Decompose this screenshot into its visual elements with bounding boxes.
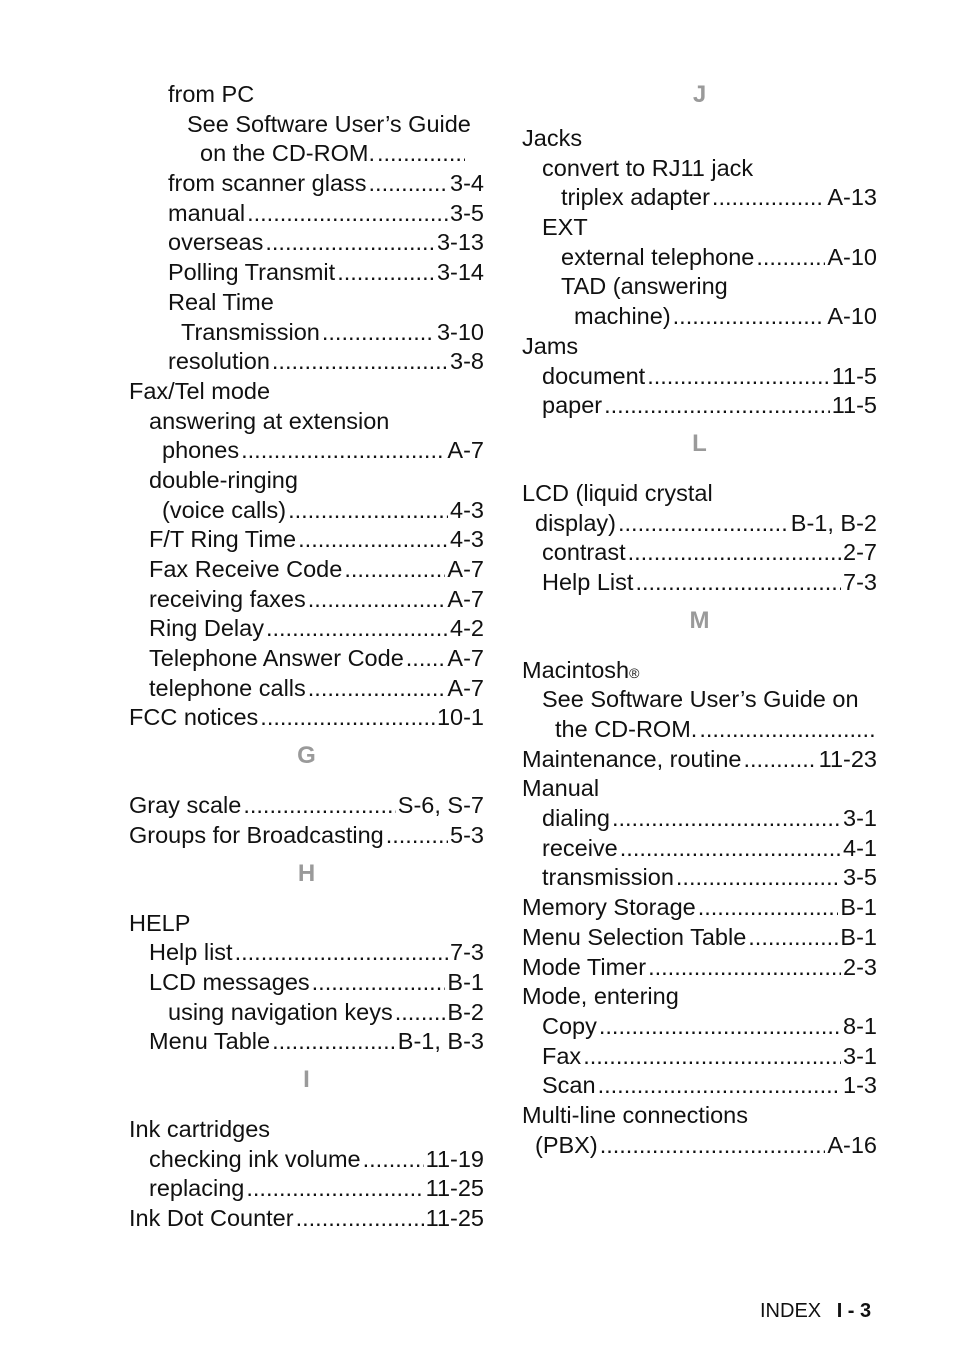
entry-page-ref: 4-3	[450, 526, 484, 553]
index-entry	[522, 243, 877, 273]
index-entry	[129, 228, 484, 258]
leader-dots	[386, 821, 448, 851]
entry-page-ref: 3-1	[843, 805, 877, 832]
leader-dots	[322, 318, 435, 348]
entry-page-ref: A-7	[447, 585, 484, 612]
entry-label: double-ringing	[149, 466, 298, 493]
index-entry	[522, 1071, 877, 1101]
index-entry	[522, 183, 877, 213]
entry-page-ref: A-7	[447, 437, 484, 464]
leader-dots	[612, 804, 841, 834]
entry-label: (PBX)	[535, 1131, 598, 1158]
entry-label: Transmission	[181, 318, 320, 345]
entry-page-ref: 8-1	[843, 1012, 877, 1039]
entry-label: LCD (liquid crystal	[522, 479, 713, 506]
leader-dots	[243, 791, 395, 821]
entry-label: Gray scale	[129, 792, 242, 819]
entry-page-ref: 11-19	[425, 1145, 484, 1172]
index-entry	[129, 703, 484, 733]
index-entry	[129, 288, 484, 318]
section-letter: M	[689, 606, 710, 634]
index-entry	[129, 496, 484, 526]
index-entry	[522, 124, 877, 154]
leader-dots	[260, 703, 435, 733]
leader-dots	[363, 1145, 424, 1175]
entry-label: LCD messages	[149, 968, 310, 995]
entry-label: Menu Table	[149, 1028, 271, 1055]
entry-page-ref: 7-3	[843, 568, 877, 595]
entry-label: manual	[168, 199, 246, 226]
entry-page-ref: A-10	[827, 303, 877, 330]
entry-label: resolution	[168, 348, 270, 375]
leader-dots	[308, 674, 446, 704]
entry-page-ref: B-1, B-3	[397, 1028, 484, 1055]
index-entry	[129, 1145, 484, 1175]
leader-dots	[620, 834, 841, 864]
leader-dots	[266, 614, 448, 644]
entry-page-ref: 5-3	[450, 821, 484, 848]
entry-label: from scanner glass	[168, 170, 367, 197]
entry-label: See Software User’s Guide	[187, 110, 471, 137]
entry-label: using navigation keys	[168, 998, 393, 1025]
leader-dots	[676, 863, 841, 893]
leader-dots	[235, 938, 448, 968]
index-entry	[129, 318, 484, 348]
index-column-left	[129, 80, 484, 1234]
leader-dots	[288, 496, 448, 526]
entry-label: (voice calls)	[162, 496, 287, 523]
entry-page-ref: A-10	[827, 243, 877, 270]
index-entry	[129, 80, 484, 110]
entry-label: from PC	[168, 81, 255, 107]
leader-dots	[298, 525, 448, 555]
entry-page-ref: A-13	[827, 184, 877, 211]
entry-label: telephone calls	[149, 674, 306, 701]
leader-dots	[743, 745, 816, 775]
index-entry	[129, 1027, 484, 1057]
entry-page-ref: 3-13	[436, 229, 484, 256]
entry-label: dialing	[542, 805, 610, 832]
entry-page-ref: 10-1	[436, 704, 484, 731]
index-entry	[522, 804, 877, 834]
leader-dots	[598, 1071, 841, 1101]
page-footer	[760, 1300, 871, 1323]
entry-label: receive	[542, 834, 618, 861]
leader-dots	[312, 968, 446, 998]
index-entry	[522, 745, 877, 775]
index-entry	[522, 685, 877, 715]
index-entry	[129, 525, 484, 555]
leader-dots	[265, 228, 435, 258]
index-entry	[129, 466, 484, 496]
index-entry	[129, 436, 484, 466]
index-entry	[129, 1174, 484, 1204]
index-entry	[129, 968, 484, 998]
entry-page-ref: 4-2	[450, 615, 484, 642]
entry-page-ref: B-1	[840, 923, 877, 950]
leader-dots	[247, 199, 448, 229]
entry-label: paper	[542, 392, 603, 419]
entry-label: convert to RJ11 jack	[542, 154, 754, 181]
index-column-right	[522, 80, 877, 1160]
section-letter: L	[692, 429, 707, 457]
entry-label: replacing	[149, 1175, 245, 1202]
entry-page-ref: 3-10	[436, 318, 484, 345]
entry-label: Manual	[522, 775, 600, 802]
index-entry	[522, 154, 877, 184]
entry-page-ref: 3-4	[450, 170, 484, 197]
leader-dots	[699, 715, 875, 745]
entry-label: answering at extension	[149, 407, 390, 434]
index-entry	[129, 199, 484, 229]
index-entry	[522, 953, 877, 983]
entry-label: Copy	[542, 1012, 597, 1039]
index-entry	[129, 407, 484, 437]
entry-label: Groups for Broadcasting	[129, 821, 384, 848]
entry-label: Scan	[542, 1072, 596, 1099]
index-entry	[522, 362, 877, 392]
index-entry	[129, 821, 484, 851]
index-entry	[522, 893, 877, 923]
entry-label: Fax	[542, 1042, 582, 1069]
leader-dots	[647, 362, 830, 392]
entry-label: Memory Storage	[522, 894, 696, 921]
index-entry	[129, 585, 484, 615]
leader-dots	[395, 998, 446, 1028]
section-letter: I	[303, 1065, 310, 1093]
index-entry	[522, 1131, 877, 1161]
entry-page-ref: 7-3	[450, 939, 484, 966]
entry-label: checking ink volume	[149, 1145, 361, 1172]
entry-page-ref: B-1, B-2	[790, 509, 877, 536]
index-entry	[522, 923, 877, 953]
footer-page-number: I - 3	[836, 1300, 872, 1322]
section-letter: H	[297, 859, 316, 887]
entry-label: Help List	[542, 568, 634, 595]
section-letter: G	[297, 742, 316, 770]
entry-label: See Software User’s Guide on	[542, 686, 859, 713]
entry-page-ref: 4-3	[450, 496, 484, 523]
index-entry: Macintosh ®	[522, 656, 877, 686]
index-entry	[129, 998, 484, 1028]
entry-label: FCC notices	[129, 704, 259, 731]
leader-dots	[369, 169, 449, 199]
index-entry	[129, 938, 484, 968]
leader-dots	[246, 1174, 423, 1204]
entry-label: receiving faxes	[149, 585, 306, 612]
entry-page-ref: A-7	[447, 556, 484, 582]
entry-page-ref: 11-5	[831, 392, 877, 419]
entry-label: Help list	[149, 939, 233, 966]
index-entry	[522, 982, 877, 1012]
entry-label: Mode, entering	[522, 983, 679, 1010]
leader-dots	[628, 538, 841, 568]
entry-page-ref: 3-14	[436, 259, 484, 286]
entry-page-ref: 3-1	[843, 1042, 877, 1069]
leader-dots	[344, 555, 445, 585]
entry-page-ref: 2-7	[843, 539, 877, 566]
leader-dots	[648, 953, 841, 983]
entry-label: contrast	[542, 539, 626, 566]
index-entry	[129, 258, 484, 288]
index-entry	[129, 377, 484, 407]
entry-page-ref: 11-23	[818, 745, 877, 772]
leader-dots	[673, 302, 826, 332]
entry-page-ref: 3-5	[450, 199, 484, 226]
index-entry	[522, 479, 877, 509]
entry-label: overseas	[168, 229, 264, 256]
index-entry	[129, 347, 484, 377]
index-entry	[129, 791, 484, 821]
entry-label: the CD-ROM.	[555, 716, 698, 742]
index-entry	[522, 715, 877, 745]
leader-dots	[308, 585, 446, 615]
footer-label: INDEX	[760, 1300, 822, 1322]
entry-label: machine)	[574, 303, 671, 330]
entry-label: Fax Receive Code	[149, 556, 343, 582]
index-entry	[129, 674, 484, 704]
leader-dots	[756, 243, 825, 273]
index-entry	[522, 1012, 877, 1042]
index-entry	[522, 213, 877, 243]
entry-label: Fax/Tel mode	[129, 377, 271, 404]
entry-page-ref: 1-3	[843, 1072, 877, 1099]
index-entry	[522, 568, 877, 598]
entry-label: triplex adapter	[561, 184, 710, 211]
index-entry	[522, 863, 877, 893]
index-entry	[129, 555, 484, 585]
entry-label: TAD (answering	[561, 273, 728, 300]
index-entry	[522, 332, 877, 362]
section-letter: J	[692, 81, 707, 108]
entry-label: HELP	[129, 909, 191, 936]
entry-label: EXT	[542, 214, 588, 241]
leader-dots	[337, 258, 435, 288]
index-entry	[522, 391, 877, 421]
entry-page-ref: 4-1	[843, 834, 877, 861]
entry-label: phones	[162, 437, 240, 464]
entry-page-ref: 11-25	[425, 1175, 484, 1202]
leader-dots	[377, 139, 465, 169]
entry-label: F/T Ring Time	[149, 526, 297, 553]
leader-dots	[635, 568, 841, 598]
index-entry	[522, 302, 877, 332]
entry-label: Ring Delay	[149, 615, 264, 642]
index-entry	[522, 834, 877, 864]
index-entry	[129, 644, 484, 674]
entry-label: Ink cartridges	[129, 1115, 271, 1142]
leader-dots	[698, 893, 839, 923]
leader-dots	[583, 1042, 841, 1072]
entry-label: document	[542, 362, 646, 389]
leader-dots	[748, 923, 838, 953]
entry-label: Polling Transmit	[168, 259, 336, 286]
index-entry	[129, 139, 484, 169]
entry-page-ref: 11-5	[831, 362, 877, 389]
index-entry	[522, 774, 877, 804]
entry-label: Real Time	[168, 288, 274, 315]
entry-page-ref: 2-3	[843, 953, 877, 980]
index-entry	[129, 169, 484, 199]
entry-label: Jams	[522, 332, 579, 359]
entry-page-ref: B-1	[447, 968, 484, 995]
index-entry	[522, 1042, 877, 1072]
index-entry	[129, 1204, 484, 1234]
entry-page-ref: B-2	[447, 998, 484, 1025]
entry-label: Maintenance, routine	[522, 745, 742, 772]
index-entry	[129, 909, 484, 939]
entry-label: Multi-line connections	[522, 1101, 748, 1128]
entry-page-ref: A-7	[447, 674, 484, 701]
index-entry	[129, 110, 484, 140]
leader-dots	[296, 1204, 424, 1234]
leader-dots	[712, 183, 825, 213]
entry-label: Macintosh	[522, 656, 630, 683]
leader-dots	[241, 436, 445, 466]
leader-dots	[406, 644, 446, 674]
entry-page-ref: 3-8	[450, 348, 484, 375]
entry-page-ref: S-6, S-7	[397, 792, 484, 819]
entry-label: Jacks	[522, 125, 583, 151]
leader-dots	[272, 347, 448, 377]
entry-label: Menu Selection Table	[522, 923, 747, 950]
entry-page-ref: B-1	[840, 894, 877, 921]
index-entry	[522, 538, 877, 568]
index-entry	[522, 1101, 877, 1131]
entry-page-ref: A-7	[447, 645, 484, 672]
entry-page-ref: 3-5	[843, 864, 877, 891]
leader-dots	[600, 1131, 826, 1161]
entry-label: external telephone	[561, 243, 755, 270]
leader-dots	[272, 1027, 396, 1057]
entry-label: on the CD-ROM.	[200, 140, 375, 167]
entry-label: Ink Dot Counter	[129, 1205, 294, 1231]
entry-label: Telephone Answer Code	[149, 645, 404, 672]
leader-dots	[599, 1012, 841, 1042]
entry-page-ref: 11-25	[425, 1205, 484, 1231]
index-entry	[129, 614, 484, 644]
entry-label: transmission	[542, 864, 674, 891]
leader-dots	[618, 509, 789, 539]
index-entry	[522, 509, 877, 539]
index-entry	[129, 1115, 484, 1145]
leader-dots	[604, 391, 830, 421]
entry-label: Mode Timer	[522, 953, 647, 980]
entry-label: display)	[535, 509, 616, 536]
entry-page-ref: A-16	[827, 1131, 877, 1158]
index-entry	[522, 272, 877, 302]
